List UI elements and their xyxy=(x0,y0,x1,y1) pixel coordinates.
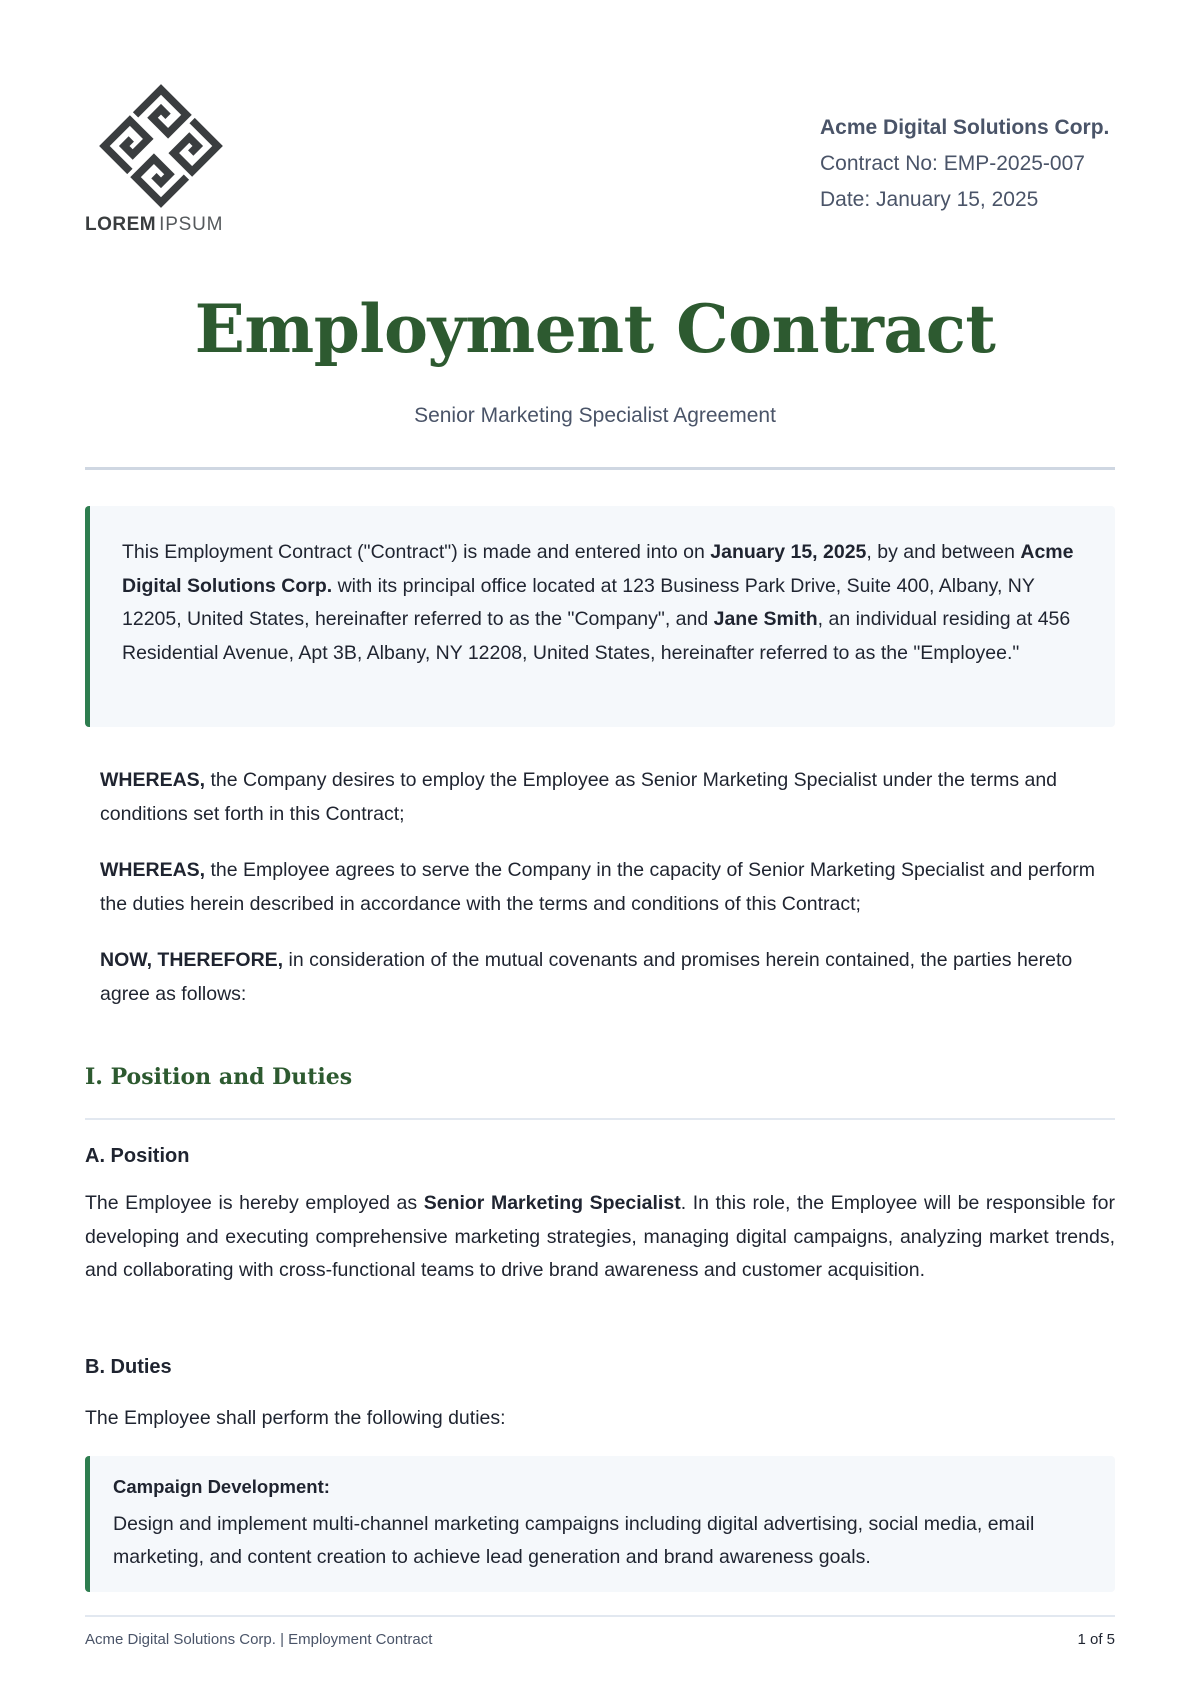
page-number: 1 of 5 xyxy=(1077,1631,1115,1648)
intro-date: January 15, 2025 xyxy=(710,541,867,563)
section-title: I. Position and Duties xyxy=(85,1064,353,1090)
document-subtitle: Senior Marketing Specialist Agreement xyxy=(414,404,776,427)
meta-contract-number: Contract No: EMP-2025-007 xyxy=(820,152,1085,175)
intro-text: This Employment Contract ("Contract") is made and entered into on xyxy=(122,541,711,563)
recitals xyxy=(100,764,1120,1034)
recital xyxy=(100,944,1120,1011)
recital-lead: WHEREAS, xyxy=(100,859,206,881)
logo-text-strong: LOREM xyxy=(85,214,157,235)
interlocking-diamond-logo-icon xyxy=(99,84,223,208)
recital-text: the Employee agrees to serve the Company in the capacity of Senior Marketing Specialist and perform the duties herein described in accordance with the terms and conditions of this Contract; xyxy=(100,859,1095,915)
intro-text: with its principal office located at 123 Business Park Drive, Suite 400, Albany, NY 12205, United States, hereinafter referred to as the "Company", and xyxy=(122,574,1035,630)
meta-date: Date: January 15, 2025 xyxy=(820,188,1039,211)
duty-item xyxy=(85,1456,1115,1592)
recital-text: the Company desires to employ the Employee as Senior Marketing Specialist under the terms and conditions set forth in this Contract; xyxy=(100,769,1058,825)
recital-lead: WHEREAS, xyxy=(100,769,206,791)
recital-text: in consideration of the mutual covenants and promises herein contained, the parties hereto agree as follows: xyxy=(100,949,1073,1005)
meta-company: Acme Digital Solutions Corp. xyxy=(820,116,1110,139)
footer-divider xyxy=(85,1615,1115,1617)
subsection-heading-position: A. Position xyxy=(85,1145,190,1167)
logo-wordmark xyxy=(85,214,241,236)
footer-label: Acme Digital Solutions Corp. | Employment Contract xyxy=(85,1631,433,1648)
recital xyxy=(100,854,1120,921)
intro-company: Acme Digital Solutions Corp. xyxy=(122,541,1074,597)
position-text: . In this role, the Employee will be responsible for developing and executing comprehensive marketing strategies, managing digital campaigns, analyzing market trends, and collaborating with cross-functional teams to drive brand awareness and customer acquisition. xyxy=(85,1192,1115,1281)
section-divider xyxy=(85,1118,1115,1120)
logo-text-light: IPSUM xyxy=(159,214,224,235)
subsection-heading-duties: B. Duties xyxy=(85,1356,172,1378)
position-paragraph xyxy=(85,1187,1115,1288)
duty-title: Campaign Development: xyxy=(113,1476,330,1497)
duties-intro: The Employee shall perform the following duties: xyxy=(85,1407,506,1429)
intro-text: , an individual residing at 456 Residential Avenue, Apt 3B, Albany, NY 12208, United States, hereinafter referred to as the "Employee." xyxy=(122,608,1071,664)
document-title: Employment Contract xyxy=(194,290,996,368)
intro-text: , by and between xyxy=(866,541,1021,563)
intro-box xyxy=(85,506,1115,727)
duty-description: Design and implement multi-channel marketing campaigns including digital advertising, social media, email marketing, and content creation to achieve lead generation and brand awareness goals. xyxy=(113,1513,1035,1568)
intro-employee: Jane Smith xyxy=(713,608,818,630)
recital-lead: NOW, THEREFORE, xyxy=(100,949,284,971)
position-text: The Employee is hereby employed as xyxy=(85,1192,424,1214)
company-logo xyxy=(85,84,241,236)
intro-paragraph xyxy=(122,536,1085,670)
header-divider xyxy=(85,467,1115,470)
recital xyxy=(100,764,1120,831)
contract-meta xyxy=(820,110,1109,218)
position-role: Senior Marketing Specialist xyxy=(423,1192,681,1214)
